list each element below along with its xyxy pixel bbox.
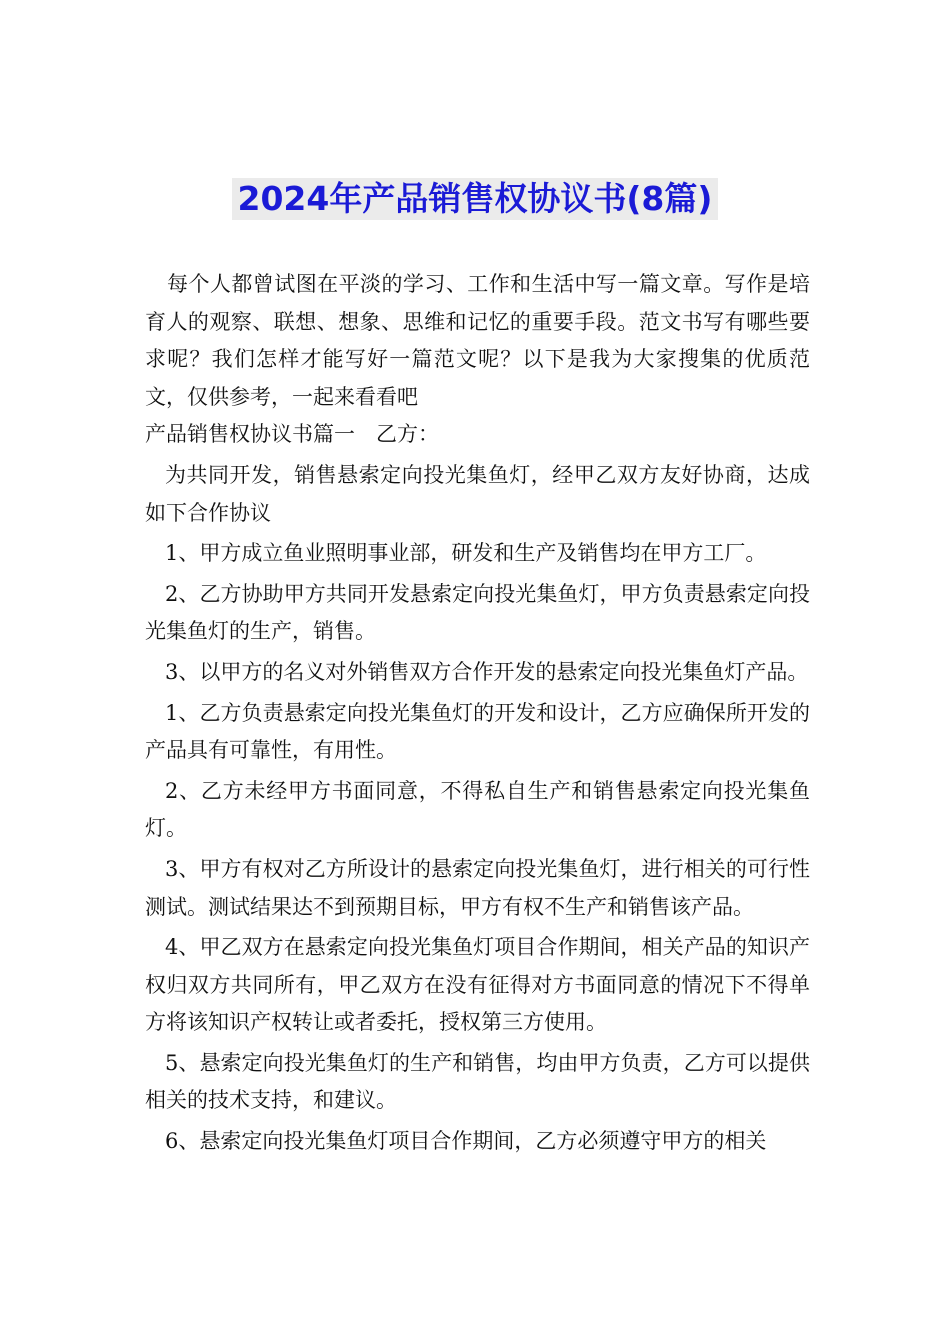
- clause-paragraph: 2、乙方未经甲方书面同意，不得私自生产和销售悬索定向投光集鱼灯。: [145, 778, 810, 841]
- clause-paragraph: 1、甲方成立鱼业照明事业部，研发和生产及销售均在甲方工厂。: [165, 541, 767, 566]
- clause-paragraph: 5、悬索定向投光集鱼灯的生产和销售，均由甲方负责，乙方可以提供相关的技术支持，和建议。: [145, 1050, 810, 1113]
- clause-paragraph: 3、甲方有权对乙方所设计的悬索定向投光集鱼灯，进行相关的可行性测试。测试结果达不到预期目标，甲方有权不生产和销售该产品。: [145, 856, 810, 919]
- document-body: [145, 266, 810, 1161]
- section-heading: 产品销售权协议书篇一 乙方：: [145, 422, 439, 447]
- clause-paragraph: 6、悬索定向投光集鱼灯项目合作期间，乙方必须遵守甲方的相关: [165, 1129, 767, 1154]
- clause-paragraph: 2、乙方协助甲方共同开发悬索定向投光集鱼灯，甲方负责悬索定向投光集鱼灯的生产，销售。: [145, 581, 810, 644]
- clause-paragraph: 1、乙方负责悬索定向投光集鱼灯的开发和设计，乙方应确保所开发的产品具有可靠性，有用性。: [145, 700, 810, 763]
- purpose-paragraph: 为共同开发，销售悬索定向投光集鱼灯，经甲乙双方友好协商，达成如下合作协议: [145, 462, 810, 525]
- intro-paragraph: 每个人都曾试图在平淡的学习、工作和生活中写一篇文章。写作是培育人的观察、联想、想象、思维和记忆的重要手段。范文书写有哪些要求呢？我们怎样才能写好一篇范文呢？以下是我为大家搜集的优质范文，仅供参考，一起来看看吧: [145, 272, 810, 409]
- document-title: 2024年产品销售权协议书(8篇): [232, 178, 719, 220]
- clause-paragraph: 3、以甲方的名义对外销售双方合作开发的悬索定向投光集鱼灯产品。: [165, 659, 809, 684]
- title-container: [0, 178, 950, 220]
- clause-paragraph: 4、甲乙双方在悬索定向投光集鱼灯项目合作期间，相关产品的知识产权归双方共同所有，甲乙双方在没有征得对方书面同意的情况下不得单方将该知识产权转让或者委托，授权第三方使用。: [145, 935, 810, 1035]
